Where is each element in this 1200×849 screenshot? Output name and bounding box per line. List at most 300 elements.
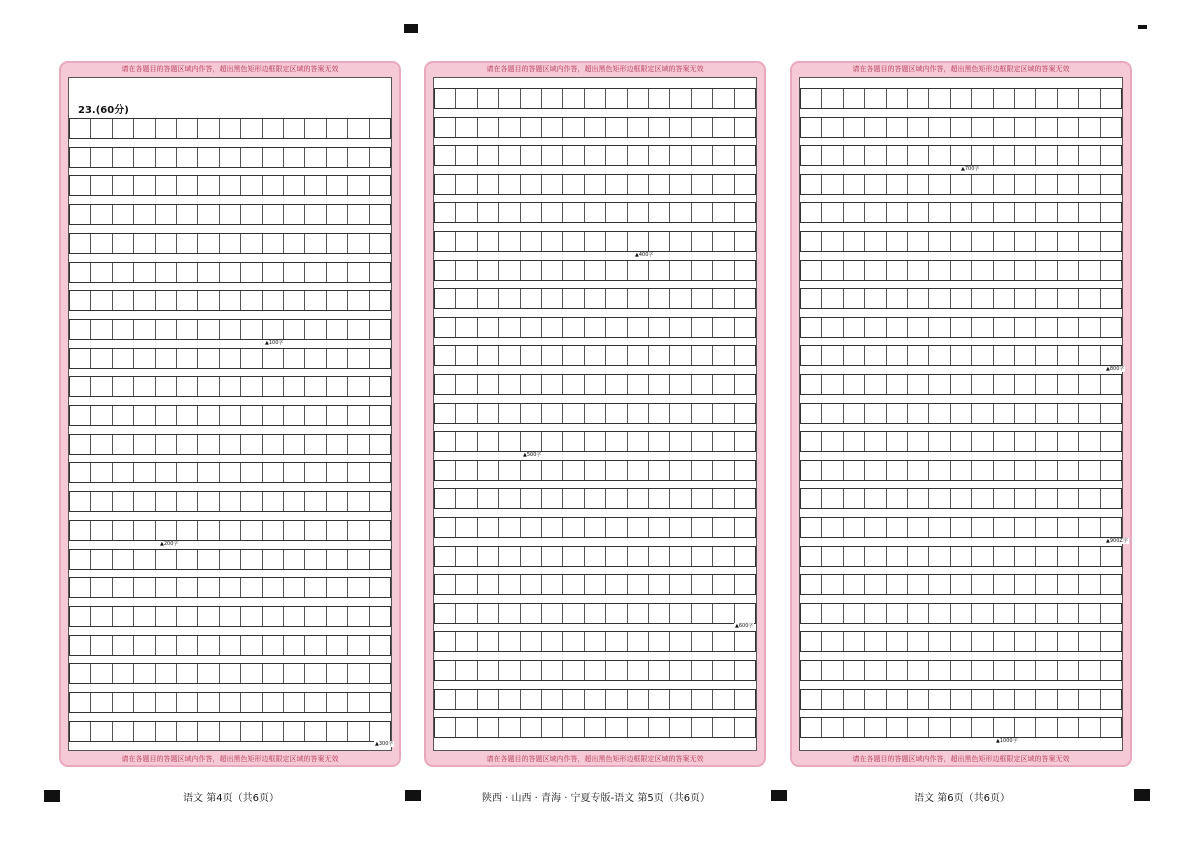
grid-cell[interactable]: [113, 234, 134, 253]
grid-cell[interactable]: [284, 377, 305, 396]
grid-cell[interactable]: [263, 607, 284, 626]
grid-cell[interactable]: [327, 693, 348, 712]
grid-cell[interactable]: [134, 636, 155, 655]
grid-cell[interactable]: [908, 118, 929, 137]
grid-cell[interactable]: [134, 463, 155, 482]
grid-cell[interactable]: [1015, 518, 1036, 537]
grid-cell[interactable]: [241, 119, 262, 138]
grid-cell[interactable]: [585, 232, 606, 251]
grid-cell[interactable]: [220, 176, 241, 195]
grid-cell[interactable]: [735, 718, 755, 737]
grid-row[interactable]: [800, 88, 1122, 109]
grid-cell[interactable]: [134, 148, 155, 167]
grid-cell[interactable]: [177, 176, 198, 195]
grid-cell[interactable]: [435, 346, 456, 365]
grid-cell[interactable]: [284, 664, 305, 683]
grid-cell[interactable]: [134, 722, 155, 741]
grid-cell[interactable]: [198, 406, 219, 425]
grid-row[interactable]: [69, 520, 391, 541]
grid-row[interactable]: [800, 574, 1122, 595]
grid-row[interactable]: [69, 577, 391, 598]
grid-cell[interactable]: [499, 175, 520, 194]
grid-cell[interactable]: [1058, 375, 1079, 394]
grid-cell[interactable]: [241, 636, 262, 655]
grid-cell[interactable]: [263, 435, 284, 454]
grid-cell[interactable]: [844, 175, 865, 194]
grid-cell[interactable]: [692, 118, 713, 137]
grid-cell[interactable]: [735, 118, 755, 137]
grid-cell[interactable]: [370, 578, 390, 597]
grid-cell[interactable]: [70, 722, 91, 741]
grid-cell[interactable]: [1101, 632, 1121, 651]
grid-cell[interactable]: [542, 232, 563, 251]
grid-cell[interactable]: [670, 289, 691, 308]
grid-cell[interactable]: [220, 205, 241, 224]
grid-cell[interactable]: [521, 404, 542, 423]
grid-cell[interactable]: [70, 406, 91, 425]
grid-cell[interactable]: [692, 203, 713, 222]
grid-row[interactable]: [800, 488, 1122, 509]
grid-cell[interactable]: [198, 435, 219, 454]
grid-cell[interactable]: [844, 489, 865, 508]
grid-cell[interactable]: [156, 636, 177, 655]
grid-cell[interactable]: [994, 375, 1015, 394]
grid-cell[interactable]: [801, 261, 822, 280]
grid-cell[interactable]: [972, 604, 993, 623]
grid-cell[interactable]: [1079, 261, 1100, 280]
grid-cell[interactable]: [972, 632, 993, 651]
grid-cell[interactable]: [1036, 547, 1057, 566]
grid-cell[interactable]: [801, 632, 822, 651]
grid-cell[interactable]: [91, 492, 112, 511]
grid-cell[interactable]: [585, 575, 606, 594]
grid-row[interactable]: [69, 319, 391, 340]
grid-cell[interactable]: [1058, 661, 1079, 680]
grid-row[interactable]: [434, 88, 756, 109]
grid-cell[interactable]: [563, 318, 584, 337]
grid-cell[interactable]: [692, 146, 713, 165]
grid-row[interactable]: [434, 174, 756, 195]
grid-cell[interactable]: [435, 203, 456, 222]
grid-row[interactable]: [800, 660, 1122, 681]
grid-cell[interactable]: [435, 604, 456, 623]
grid-cell[interactable]: [670, 318, 691, 337]
grid-cell[interactable]: [908, 604, 929, 623]
grid-cell[interactable]: [563, 175, 584, 194]
grid-cell[interactable]: [1036, 718, 1057, 737]
grid-cell[interactable]: [370, 263, 390, 282]
grid-row[interactable]: [434, 660, 756, 681]
grid-cell[interactable]: [478, 632, 499, 651]
grid-cell[interactable]: [563, 375, 584, 394]
grid-cell[interactable]: [585, 318, 606, 337]
grid-cell[interactable]: [951, 118, 972, 137]
grid-cell[interactable]: [70, 119, 91, 138]
grid-cell[interactable]: [499, 575, 520, 594]
grid-cell[interactable]: [327, 521, 348, 540]
grid-cell[interactable]: [670, 232, 691, 251]
grid-cell[interactable]: [327, 377, 348, 396]
grid-cell[interactable]: [327, 722, 348, 741]
grid-cell[interactable]: [478, 318, 499, 337]
grid-cell[interactable]: [844, 518, 865, 537]
grid-cell[interactable]: [865, 232, 886, 251]
grid-cell[interactable]: [887, 175, 908, 194]
grid-cell[interactable]: [1036, 489, 1057, 508]
grid-row[interactable]: [434, 345, 756, 366]
grid-cell[interactable]: [585, 432, 606, 451]
grid-cell[interactable]: [1058, 203, 1079, 222]
grid-cell[interactable]: [606, 432, 627, 451]
grid-cell[interactable]: [994, 404, 1015, 423]
grid-cell[interactable]: [542, 690, 563, 709]
grid-cell[interactable]: [735, 547, 755, 566]
grid-cell[interactable]: [951, 547, 972, 566]
grid-cell[interactable]: [542, 375, 563, 394]
grid-cell[interactable]: [628, 203, 649, 222]
grid-cell[interactable]: [456, 175, 477, 194]
grid-cell[interactable]: [606, 404, 627, 423]
grid-cell[interactable]: [865, 175, 886, 194]
grid-cell[interactable]: [563, 404, 584, 423]
grid-cell[interactable]: [284, 291, 305, 310]
grid-cell[interactable]: [1058, 118, 1079, 137]
grid-cell[interactable]: [972, 575, 993, 594]
grid-cell[interactable]: [1079, 404, 1100, 423]
grid-cell[interactable]: [1101, 261, 1121, 280]
grid-cell[interactable]: [1015, 261, 1036, 280]
grid-cell[interactable]: [865, 261, 886, 280]
grid-cell[interactable]: [327, 463, 348, 482]
grid-cell[interactable]: [1101, 289, 1121, 308]
grid-cell[interactable]: [887, 718, 908, 737]
grid-cell[interactable]: [156, 176, 177, 195]
grid-cell[interactable]: [887, 318, 908, 337]
grid-cell[interactable]: [865, 89, 886, 108]
grid-cell[interactable]: [951, 232, 972, 251]
grid-cell[interactable]: [887, 375, 908, 394]
grid-cell[interactable]: [1101, 232, 1121, 251]
grid-cell[interactable]: [478, 489, 499, 508]
grid-cell[interactable]: [563, 289, 584, 308]
grid-cell[interactable]: [263, 234, 284, 253]
grid-cell[interactable]: [585, 690, 606, 709]
grid-cell[interactable]: [521, 518, 542, 537]
grid-cell[interactable]: [348, 607, 369, 626]
grid-cell[interactable]: [1079, 575, 1100, 594]
grid-cell[interactable]: [435, 118, 456, 137]
grid-cell[interactable]: [563, 461, 584, 480]
grid-cell[interactable]: [1079, 89, 1100, 108]
grid-cell[interactable]: [91, 463, 112, 482]
grid-cell[interactable]: [951, 690, 972, 709]
grid-cell[interactable]: [1101, 118, 1121, 137]
grid-cell[interactable]: [822, 547, 843, 566]
grid-cell[interactable]: [563, 232, 584, 251]
grid-cell[interactable]: [499, 632, 520, 651]
grid-cell[interactable]: [972, 146, 993, 165]
grid-cell[interactable]: [91, 406, 112, 425]
grid-cell[interactable]: [113, 550, 134, 569]
grid-cell[interactable]: [241, 291, 262, 310]
grid-cell[interactable]: [456, 203, 477, 222]
grid-cell[interactable]: [670, 489, 691, 508]
grid-cell[interactable]: [521, 547, 542, 566]
grid-cell[interactable]: [670, 604, 691, 623]
grid-cell[interactable]: [1058, 318, 1079, 337]
grid-cell[interactable]: [1058, 432, 1079, 451]
grid-cell[interactable]: [844, 632, 865, 651]
grid-cell[interactable]: [865, 432, 886, 451]
grid-cell[interactable]: [1015, 89, 1036, 108]
grid-cell[interactable]: [478, 89, 499, 108]
grid-row[interactable]: [800, 717, 1122, 738]
grid-cell[interactable]: [521, 346, 542, 365]
grid-cell[interactable]: [972, 547, 993, 566]
grid-cell[interactable]: [327, 406, 348, 425]
grid-cell[interactable]: [606, 118, 627, 137]
grid-cell[interactable]: [156, 349, 177, 368]
grid-cell[interactable]: [822, 489, 843, 508]
grid-cell[interactable]: [327, 607, 348, 626]
grid-cell[interactable]: [284, 148, 305, 167]
grid-cell[interactable]: [241, 406, 262, 425]
grid-cell[interactable]: [908, 690, 929, 709]
grid-cell[interactable]: [972, 661, 993, 680]
grid-cell[interactable]: [156, 550, 177, 569]
grid-cell[interactable]: [844, 690, 865, 709]
grid-row[interactable]: [434, 145, 756, 166]
grid-cell[interactable]: [908, 261, 929, 280]
grid-cell[interactable]: [177, 636, 198, 655]
grid-cell[interactable]: [887, 232, 908, 251]
grid-cell[interactable]: [713, 289, 734, 308]
grid-cell[interactable]: [521, 718, 542, 737]
grid-cell[interactable]: [994, 318, 1015, 337]
grid-cell[interactable]: [972, 518, 993, 537]
grid-cell[interactable]: [478, 575, 499, 594]
grid-cell[interactable]: [951, 404, 972, 423]
grid-row[interactable]: [434, 488, 756, 509]
grid-cell[interactable]: [499, 289, 520, 308]
grid-cell[interactable]: [370, 550, 390, 569]
grid-cell[interactable]: [1015, 718, 1036, 737]
grid-cell[interactable]: [908, 289, 929, 308]
grid-cell[interactable]: [951, 318, 972, 337]
grid-cell[interactable]: [628, 89, 649, 108]
grid-cell[interactable]: [521, 632, 542, 651]
grid-cell[interactable]: [156, 435, 177, 454]
grid-cell[interactable]: [1058, 289, 1079, 308]
grid-cell[interactable]: [435, 690, 456, 709]
grid-cell[interactable]: [305, 291, 326, 310]
grid-cell[interactable]: [1058, 232, 1079, 251]
grid-cell[interactable]: [220, 636, 241, 655]
grid-cell[interactable]: [241, 377, 262, 396]
grid-cell[interactable]: [156, 521, 177, 540]
grid-cell[interactable]: [456, 661, 477, 680]
grid-cell[interactable]: [887, 547, 908, 566]
grid-cell[interactable]: [801, 289, 822, 308]
grid-cell[interactable]: [994, 547, 1015, 566]
grid-cell[interactable]: [951, 375, 972, 394]
grid-cell[interactable]: [929, 232, 950, 251]
grid-cell[interactable]: [113, 664, 134, 683]
grid-cell[interactable]: [692, 575, 713, 594]
grid-cell[interactable]: [542, 146, 563, 165]
grid-cell[interactable]: [1079, 146, 1100, 165]
grid-cell[interactable]: [113, 607, 134, 626]
grid-cell[interactable]: [887, 489, 908, 508]
grid-cell[interactable]: [478, 661, 499, 680]
grid-row[interactable]: [69, 721, 391, 742]
grid-cell[interactable]: [972, 718, 993, 737]
grid-cell[interactable]: [542, 489, 563, 508]
grid-cell[interactable]: [801, 175, 822, 194]
grid-cell[interactable]: [951, 632, 972, 651]
grid-cell[interactable]: [628, 461, 649, 480]
grid-cell[interactable]: [908, 89, 929, 108]
grid-cell[interactable]: [198, 578, 219, 597]
grid-cell[interactable]: [628, 175, 649, 194]
grid-cell[interactable]: [91, 435, 112, 454]
grid-cell[interactable]: [908, 489, 929, 508]
grid-cell[interactable]: [972, 346, 993, 365]
grid-cell[interactable]: [370, 463, 390, 482]
grid-row[interactable]: [69, 405, 391, 426]
grid-row[interactable]: [434, 374, 756, 395]
grid-cell[interactable]: [284, 578, 305, 597]
grid-cell[interactable]: [542, 175, 563, 194]
grid-cell[interactable]: [951, 89, 972, 108]
grid-cell[interactable]: [521, 203, 542, 222]
grid-cell[interactable]: [606, 575, 627, 594]
grid-cell[interactable]: [563, 146, 584, 165]
grid-cell[interactable]: [735, 604, 755, 623]
grid-cell[interactable]: [456, 118, 477, 137]
grid-row[interactable]: [434, 288, 756, 309]
grid-cell[interactable]: [1015, 661, 1036, 680]
grid-cell[interactable]: [670, 404, 691, 423]
grid-cell[interactable]: [649, 89, 670, 108]
grid-cell[interactable]: [908, 432, 929, 451]
grid-cell[interactable]: [929, 89, 950, 108]
grid-cell[interactable]: [305, 463, 326, 482]
grid-cell[interactable]: [972, 89, 993, 108]
grid-cell[interactable]: [563, 118, 584, 137]
grid-cell[interactable]: [628, 518, 649, 537]
grid-cell[interactable]: [327, 349, 348, 368]
grid-cell[interactable]: [456, 518, 477, 537]
grid-cell[interactable]: [1058, 89, 1079, 108]
grid-cell[interactable]: [177, 664, 198, 683]
grid-cell[interactable]: [585, 632, 606, 651]
grid-cell[interactable]: [305, 205, 326, 224]
grid-cell[interactable]: [585, 404, 606, 423]
grid-cell[interactable]: [220, 119, 241, 138]
grid-cell[interactable]: [521, 289, 542, 308]
grid-cell[interactable]: [241, 148, 262, 167]
grid-cell[interactable]: [70, 234, 91, 253]
grid-cell[interactable]: [628, 318, 649, 337]
grid-cell[interactable]: [91, 263, 112, 282]
grid-cell[interactable]: [220, 722, 241, 741]
grid-cell[interactable]: [305, 492, 326, 511]
grid-cell[interactable]: [1101, 690, 1121, 709]
grid-cell[interactable]: [456, 346, 477, 365]
grid-cell[interactable]: [692, 632, 713, 651]
grid-cell[interactable]: [713, 261, 734, 280]
grid-cell[interactable]: [1079, 175, 1100, 194]
grid-cell[interactable]: [649, 461, 670, 480]
grid-cell[interactable]: [435, 432, 456, 451]
grid-row[interactable]: [800, 288, 1122, 309]
grid-cell[interactable]: [456, 690, 477, 709]
grid-cell[interactable]: [284, 349, 305, 368]
grid-row[interactable]: [69, 262, 391, 283]
grid-cell[interactable]: [156, 377, 177, 396]
grid-cell[interactable]: [134, 607, 155, 626]
grid-row[interactable]: [800, 689, 1122, 710]
grid-cell[interactable]: [822, 604, 843, 623]
grid-row[interactable]: [434, 403, 756, 424]
grid-cell[interactable]: [177, 722, 198, 741]
grid-cell[interactable]: [865, 632, 886, 651]
grid-cell[interactable]: [348, 578, 369, 597]
grid-cell[interactable]: [692, 718, 713, 737]
grid-cell[interactable]: [177, 349, 198, 368]
grid-cell[interactable]: [1036, 318, 1057, 337]
grid-cell[interactable]: [348, 320, 369, 339]
grid-cell[interactable]: [628, 547, 649, 566]
grid-cell[interactable]: [478, 175, 499, 194]
grid-cell[interactable]: [499, 489, 520, 508]
grid-cell[interactable]: [327, 550, 348, 569]
grid-cell[interactable]: [348, 205, 369, 224]
grid-cell[interactable]: [801, 432, 822, 451]
grid-cell[interactable]: [435, 318, 456, 337]
grid-cell[interactable]: [263, 693, 284, 712]
grid-cell[interactable]: [951, 575, 972, 594]
grid-cell[interactable]: [887, 632, 908, 651]
grid-cell[interactable]: [305, 148, 326, 167]
grid-cell[interactable]: [606, 146, 627, 165]
grid-cell[interactable]: [521, 461, 542, 480]
grid-cell[interactable]: [649, 318, 670, 337]
grid-cell[interactable]: [822, 118, 843, 137]
grid-cell[interactable]: [585, 661, 606, 680]
grid-cell[interactable]: [198, 722, 219, 741]
grid-cell[interactable]: [801, 203, 822, 222]
grid-cell[interactable]: [70, 349, 91, 368]
grid-cell[interactable]: [692, 232, 713, 251]
grid-row[interactable]: [800, 403, 1122, 424]
grid-cell[interactable]: [305, 176, 326, 195]
grid-cell[interactable]: [370, 406, 390, 425]
grid-cell[interactable]: [370, 693, 390, 712]
grid-cell[interactable]: [801, 718, 822, 737]
grid-cell[interactable]: [456, 489, 477, 508]
grid-cell[interactable]: [735, 89, 755, 108]
grid-cell[interactable]: [305, 119, 326, 138]
grid-cell[interactable]: [994, 289, 1015, 308]
grid-cell[interactable]: [521, 375, 542, 394]
grid-row[interactable]: [800, 431, 1122, 452]
grid-row[interactable]: [69, 434, 391, 455]
grid-cell[interactable]: [348, 435, 369, 454]
grid-cell[interactable]: [113, 435, 134, 454]
grid-cell[interactable]: [284, 492, 305, 511]
